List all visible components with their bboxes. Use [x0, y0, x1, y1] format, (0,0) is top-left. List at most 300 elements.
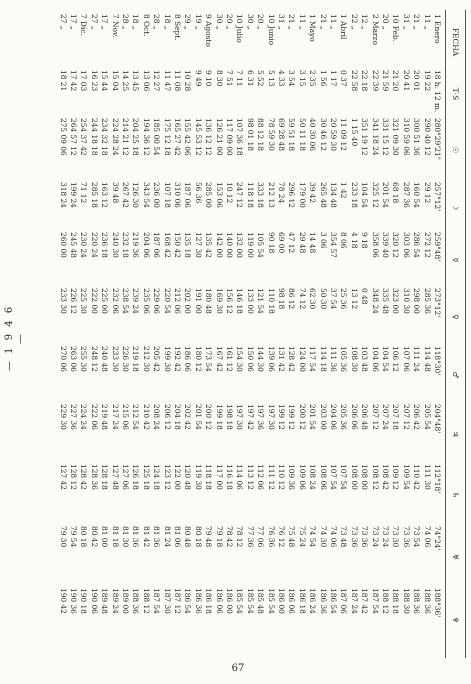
cell-mars: 108 30 — [349, 346, 359, 372]
header-top-rule — [465, 10, 466, 658]
cell-mercury: 358 06 — [370, 232, 380, 258]
cell-ts: 1 56 — [318, 70, 328, 87]
table-row — [110, 10, 120, 658]
cell-jupiter: 207 18 — [391, 404, 401, 430]
cell-ts: 19 22 — [422, 70, 432, 92]
cell-mars: 199 30 — [162, 346, 172, 372]
cell-jupiter: 224 24 — [79, 404, 89, 430]
cell-jupiter: 208 24 — [152, 404, 162, 430]
cell-mercury: 303 06 — [401, 232, 411, 258]
cell-moon: 39 42 — [308, 182, 318, 204]
cell-ts: 11 47 — [162, 70, 172, 92]
cell-jupiter: 206 48 — [360, 404, 370, 430]
cell-fecha: 27 „ — [89, 14, 99, 30]
cell-mars: 167 42 — [214, 346, 224, 372]
saturn-icon: ♄ — [451, 491, 460, 499]
table-row — [339, 10, 349, 658]
cell-jupiter: 212 54 — [131, 404, 141, 430]
cell-moon: 310 06 — [173, 182, 182, 208]
cell-moon: 1 42 — [339, 182, 349, 199]
cell-mars: 117 54 — [308, 346, 318, 372]
cell-jupiter: 207 12 — [370, 404, 380, 430]
cell-mars: 124 00 — [297, 346, 307, 372]
cell-saturn: 128 36 — [89, 464, 99, 490]
table-row — [58, 10, 68, 658]
cell-moon: 201 54 — [381, 182, 390, 208]
cell-venus: 238 54 — [121, 288, 130, 314]
cell-jupiter: 202 42 — [183, 404, 193, 430]
cell-venus: 86 12 — [287, 288, 297, 310]
page-title: — 1 9 4 6 — — [4, 304, 26, 372]
cell-fecha: 29 „ — [183, 14, 193, 30]
cell-saturn: 124 18 — [152, 464, 162, 490]
cell-venus: 191 00 — [193, 288, 203, 314]
cell-ts: 12 27 — [152, 70, 162, 92]
cell-jupiter: 199 18 — [214, 404, 224, 430]
cell-fecha: 11 „ — [422, 14, 432, 30]
cell-uranus: 74 54 — [308, 526, 318, 548]
cell-saturn: 109 36 — [287, 464, 297, 490]
cell-uranus: 77 06 — [256, 526, 266, 548]
header-bottom-rule — [445, 10, 446, 658]
cell-mars: 161 12 — [225, 346, 234, 372]
cell-sun: 300 51 36 — [412, 118, 422, 156]
cell-neptune: 186 36 — [318, 588, 328, 614]
cell-ts: 21 59 — [381, 70, 390, 92]
cell-saturn: 109 12 — [391, 464, 401, 490]
cell-uranus: 74 06 — [422, 526, 432, 548]
mercury-icon: ☿ — [451, 257, 460, 263]
cell-fecha: 11 „ — [297, 14, 307, 30]
cell-mercury: 339 40 — [381, 232, 390, 258]
table-row — [120, 10, 130, 658]
cell-sun: 224 28 24 — [110, 118, 120, 156]
cell-mars: 192 42 — [173, 346, 182, 372]
cell-fecha: 18 „ — [131, 14, 141, 30]
cell-uranus: 81 42 — [141, 526, 151, 548]
table-row — [422, 10, 432, 658]
cell-jupiter: 197 30 — [266, 404, 276, 430]
cell-mercury: 272 12 — [422, 232, 432, 258]
cell-mars: 186 06 — [183, 346, 193, 372]
cell-mercury: 105 54 — [256, 232, 266, 258]
col-header-ts: T·S — [451, 87, 460, 101]
neptune-icon: ♆ — [451, 616, 460, 624]
cell-ts: 14 25 — [121, 70, 130, 92]
cell-moon: 267 42 — [121, 182, 130, 208]
col-header-fecha: FECHA — [451, 27, 460, 57]
table-row — [214, 10, 224, 658]
cell-moon: 68 18 — [391, 182, 401, 204]
cell-ts: 17 42 — [69, 70, 78, 92]
cell-sun: 11 09 12 — [339, 118, 349, 151]
cell-uranus: 81 18 — [110, 526, 120, 548]
cell-mercury: 9 18 — [360, 232, 370, 249]
cell-mars: 180 12 — [193, 346, 203, 372]
cell-saturn: 112°18' — [433, 464, 442, 494]
cell-uranus: 81 36 — [131, 526, 141, 548]
cell-uranus: 79 30 — [58, 526, 68, 548]
table-row — [162, 10, 172, 658]
table-row — [380, 10, 390, 658]
cell-neptune: 187 24 — [349, 588, 359, 614]
cell-neptune: 189 00 — [121, 588, 130, 614]
table-row — [203, 10, 213, 658]
cell-mars: 205 42 — [152, 346, 162, 372]
cell-neptune: 190 36 — [69, 588, 78, 614]
cell-venus: 202 00 — [183, 288, 193, 314]
cell-mercury: 220 24 — [89, 232, 99, 258]
cell-venus: 156 12 — [225, 288, 234, 314]
cell-moon: 153 06 — [214, 182, 224, 208]
sun-icon: ☉ — [451, 146, 460, 154]
cell-venus: 133 00 — [245, 288, 255, 314]
cell-venus: 180 48 — [204, 288, 214, 314]
cell-neptune: 187 06 — [339, 588, 349, 614]
cell-saturn: 119 30 — [193, 464, 203, 490]
cell-mercury: 245 48 — [69, 232, 78, 258]
cell-saturn: 107 54 — [329, 464, 338, 490]
cell-moon: 56 36 — [193, 182, 203, 204]
cell-fecha: 21 „ — [287, 14, 297, 30]
cell-neptune: 188 12 — [381, 588, 390, 614]
cell-fecha: 28 „ — [152, 14, 162, 30]
cell-venus: 0 48 — [360, 288, 370, 305]
cell-moon: 285 00 — [204, 182, 214, 208]
cell-ts: 10 28 — [183, 70, 193, 92]
cell-sun: 310 59 06 — [401, 118, 411, 156]
cell-mars: 255 30 — [79, 346, 89, 372]
cell-saturn: 111 30 — [422, 464, 432, 490]
cell-mercury: 3 06 — [318, 232, 328, 249]
cell-mars: 263 06 — [69, 346, 78, 372]
cell-neptune: 188 36 — [131, 588, 141, 614]
cell-mercury: 142 00 — [214, 232, 224, 258]
cell-neptune: 186 54 — [329, 588, 338, 614]
cell-sun: 290 40 12 — [422, 118, 432, 156]
cell-moon: 126 30 — [131, 182, 141, 208]
cell-ts: 3 15 — [297, 70, 307, 87]
cell-sun: 50 11 18 — [297, 118, 307, 151]
table-row — [349, 10, 359, 658]
cell-neptune: 186 00 — [277, 588, 286, 614]
cell-saturn: 128 12 — [69, 464, 78, 490]
cell-fecha: 31 „ — [401, 14, 411, 30]
cell-saturn: 120 48 — [183, 464, 193, 490]
cell-uranus: 79 18 — [214, 526, 224, 548]
cell-venus: 50 30 — [318, 288, 328, 310]
cell-venus: 222 00 — [89, 288, 99, 314]
cell-mars: 104 54 — [381, 346, 390, 372]
cell-venus: 233 30 — [58, 288, 68, 314]
cell-saturn: 125 18 — [141, 464, 151, 490]
cell-fecha: 28 „ — [121, 14, 130, 30]
table-row — [276, 10, 286, 658]
cell-venus: 310 30 — [401, 288, 411, 314]
cell-mars: 114 18 — [318, 346, 328, 372]
cell-neptune: 186 18 — [297, 588, 307, 614]
cell-venus: 25 36 — [339, 288, 349, 310]
cell-neptune: 186 18 — [204, 588, 214, 614]
cell-neptune: 186 00 — [225, 588, 234, 614]
moon-icon: ☽ — [451, 203, 460, 211]
cell-saturn: 108 00 — [349, 464, 359, 490]
cell-uranus: 81 30 — [121, 526, 130, 548]
cell-neptune: 187 42 — [360, 588, 370, 614]
cell-fecha: 21 „ — [412, 14, 422, 30]
cell-ts: 20 01 — [412, 70, 422, 92]
cell-jupiter: 199 12 — [287, 404, 297, 430]
cell-jupiter: 203 00 — [318, 404, 328, 430]
cell-saturn: 114 06 — [235, 464, 245, 490]
table-row — [68, 10, 78, 658]
cell-uranus: 81 36 — [152, 526, 162, 548]
cell-jupiter: 210 42 — [141, 404, 151, 430]
cell-jupiter: 219 48 — [100, 404, 110, 430]
page-number: 67 — [231, 663, 245, 674]
cell-uranus: 80 42 — [89, 526, 99, 548]
cell-moon: 343 54 — [141, 182, 151, 208]
ephemeris-table-area — [40, 10, 466, 658]
cell-moon: 285 18 — [89, 182, 99, 208]
cell-sun: 280°29'21" — [433, 118, 442, 161]
cell-jupiter: 207 24 — [381, 404, 390, 430]
cell-neptune: 189 48 — [100, 588, 110, 614]
cell-neptune: 190 06 — [89, 588, 99, 614]
cell-sun: 321 09 30 — [391, 118, 401, 156]
cell-fecha: 7 Nov. — [110, 14, 120, 38]
cell-ts: 1 17 — [329, 70, 338, 87]
cell-moon: 233 18 — [349, 182, 359, 208]
cell-neptune: 188 36 — [422, 588, 432, 614]
table-row — [141, 10, 151, 658]
cell-ts: 5 52 — [256, 70, 266, 87]
cell-mercury: 219 36 — [131, 232, 141, 258]
cell-neptune: 187 54 — [370, 588, 380, 614]
cell-ts: 7 11 — [235, 70, 245, 87]
cell-jupiter: 204°48' — [433, 404, 442, 434]
cell-mercury: 90 18 — [266, 232, 276, 254]
cell-neptune: 188 18 — [391, 588, 401, 614]
cell-moon: 287 36 — [401, 182, 411, 208]
cell-uranus: 73 48 — [339, 526, 349, 548]
cell-ts: 22 18 — [360, 70, 370, 92]
cell-venus: 98 18 — [277, 288, 286, 310]
cell-uranus: 73 36 — [360, 526, 370, 548]
cell-fecha: 10 Feb. — [391, 14, 401, 42]
cell-moon: 39 48 — [110, 182, 120, 204]
cell-venus: 146 18 — [235, 288, 245, 314]
cell-fecha: 17 „ — [69, 14, 78, 30]
cell-ts: 5 13 — [266, 70, 276, 87]
cell-neptune: 188 12 — [141, 588, 151, 614]
cell-sun: 59 51 18 — [287, 118, 297, 151]
cell-ts: 3 54 — [287, 70, 297, 87]
cell-uranus: 75 24 — [297, 526, 307, 548]
cell-mars: 233 30 — [110, 346, 120, 372]
cell-venus: 298 00 — [412, 288, 422, 314]
table-row — [297, 10, 307, 658]
cell-venus: 225 30 — [79, 288, 89, 314]
cell-mars: 212 30 — [141, 346, 151, 372]
cell-uranus: 73 36 — [401, 526, 411, 548]
cell-uranus: 78 12 — [235, 526, 245, 548]
cell-jupiter: 205 54 — [422, 404, 432, 430]
cell-venus: 273°12' — [433, 288, 442, 318]
cell-ts: 8 30 — [214, 70, 224, 87]
cell-venus: 212 06 — [173, 288, 182, 314]
cell-venus: 225 00 — [100, 288, 110, 314]
ephemeris-table — [40, 10, 466, 658]
cell-sun: 1 15 40 — [349, 118, 359, 147]
cell-mars: 105 36 — [339, 346, 349, 372]
cell-neptune: 187 30 — [162, 588, 172, 614]
cell-jupiter: 204 06 — [329, 404, 338, 430]
cell-saturn: 127 06 — [121, 464, 130, 490]
cell-uranus: 78 42 — [225, 526, 234, 548]
cell-neptune: 185 54 — [235, 588, 245, 614]
cell-fecha: 21 „ — [318, 14, 328, 30]
cell-saturn: 122 00 — [173, 464, 182, 490]
cell-uranus: 76 12 — [277, 526, 286, 548]
cell-jupiter: 227 36 — [69, 404, 78, 430]
cell-uranus: 79 54 — [69, 526, 78, 548]
cell-mars: 131 42 — [277, 346, 286, 372]
cell-moon: 296 12 — [287, 182, 297, 208]
cell-jupiter: 206 06 — [349, 404, 359, 430]
cell-uranus: 74 06 — [329, 526, 338, 548]
cell-ts: 21 20 — [391, 70, 401, 92]
cell-moon: 107 18 — [162, 182, 172, 208]
cell-fecha: 1 Abril — [339, 14, 349, 40]
cell-moon: 212 13 — [266, 182, 276, 208]
jupiter-icon: ♃ — [451, 430, 460, 438]
table-row — [131, 10, 141, 658]
table-row — [307, 10, 317, 658]
table-row — [245, 10, 255, 658]
cell-jupiter: 204 18 — [173, 404, 182, 430]
cell-jupiter: 229 30 — [58, 404, 68, 430]
cell-fecha: 10 Junio — [266, 14, 276, 46]
cell-sun: 136 12 12 — [204, 118, 214, 156]
cell-sun: 117 09 00 — [225, 118, 234, 156]
cell-venus: 169 30 — [214, 288, 224, 314]
cell-sun: 254 37 42 — [79, 118, 89, 156]
cell-sun: 234 32 18 — [100, 118, 110, 156]
cell-ts: 4 33 — [277, 70, 286, 87]
table-row — [266, 10, 276, 658]
cell-neptune: 186 06 — [287, 588, 297, 614]
cell-mars: 270 06 — [58, 346, 68, 372]
cell-mars: 106 12 — [391, 346, 401, 372]
cell-sun: 175 12 18 — [162, 118, 172, 156]
cell-saturn: 110 12 — [277, 464, 286, 490]
cell-fecha: 17 „ — [100, 14, 110, 30]
cell-ts: 9 10 — [204, 70, 214, 87]
cell-mars: 111 24 — [412, 346, 422, 372]
cell-jupiter: 206 12 — [162, 404, 172, 430]
cell-neptune: 190 42 — [58, 588, 68, 614]
cell-uranus: 80 18 — [193, 526, 203, 548]
cell-ts: 17 03 — [79, 70, 89, 92]
cell-venus: 74 12 — [297, 288, 307, 310]
cell-venus: 335 48 — [381, 288, 390, 314]
table-row — [401, 10, 411, 658]
cell-saturn: 108 06 — [318, 464, 328, 490]
cell-saturn: 108 42 — [381, 464, 390, 490]
cell-mars: 104 06 — [370, 346, 380, 372]
cell-sun: 214 21 12 — [121, 118, 130, 156]
cell-sun: 88 12 18 — [256, 118, 266, 151]
cell-uranus: 76 36 — [266, 526, 276, 548]
cell-ts: 22 58 — [349, 70, 359, 92]
cell-moon: 247 12 — [235, 182, 245, 208]
cell-sun: 69 28 48 — [277, 118, 286, 151]
cell-venus: 37 54 — [329, 288, 338, 310]
cell-uranus: 75 48 — [287, 526, 297, 548]
cell-saturn: 107 54 — [339, 464, 349, 490]
cell-mercury: 132 00 — [235, 232, 245, 258]
cell-fecha: 22 „ — [349, 14, 359, 30]
cell-uranus: 73 24 — [370, 526, 380, 548]
table-row — [370, 10, 380, 658]
cell-fecha: 18 „ — [162, 14, 172, 30]
cell-ts: 11 08 — [173, 70, 182, 92]
cell-ts: 16 23 — [89, 70, 99, 92]
cell-mars: 111 36 — [329, 346, 338, 372]
cell-moon: 10 12 — [225, 182, 234, 204]
cell-venus: 285 36 — [422, 288, 432, 314]
cell-mercury: 320 12 — [391, 232, 401, 258]
cell-neptune: 185 48 — [256, 588, 266, 614]
cell-moon: 29 12 — [422, 182, 432, 204]
cell-uranus: 74°24' — [433, 526, 442, 551]
cell-venus: 323 00 — [391, 288, 401, 314]
cell-sun: 341 18 24 — [370, 118, 380, 156]
cell-ts: 18 21 — [58, 70, 68, 92]
cell-venus: 226 12 — [69, 288, 78, 314]
cell-mars: 150 06 — [245, 346, 255, 372]
cell-neptune: 185 54 — [245, 588, 255, 614]
cell-sun: 331 15 12 — [381, 118, 390, 156]
cell-ts: 18 h. 12 m. — [433, 70, 442, 113]
cell-saturn: 118 18 — [204, 464, 214, 490]
cell-fecha: 1 Enero — [433, 14, 442, 44]
cell-neptune: 190 18 — [79, 588, 89, 614]
cell-ts: 13 06 — [141, 70, 151, 92]
cell-saturn: 127 48 — [110, 464, 120, 490]
cell-mars: 173 54 — [204, 346, 214, 372]
cell-sun: 185 00 54 — [152, 118, 162, 156]
cell-fecha: 8 Sept. — [173, 14, 182, 41]
cell-mercury: 240 30 — [110, 232, 120, 258]
cell-neptune: 189 24 — [110, 588, 120, 614]
cell-neptune: 188 30 — [401, 588, 411, 614]
table-row — [99, 10, 109, 658]
cell-sun: 165 27 42 — [173, 118, 182, 156]
cell-neptune: 188°36' — [433, 588, 442, 618]
cell-saturn: 109 06 — [297, 464, 307, 490]
cell-moon: 199 24 — [69, 182, 78, 208]
cell-moon: 160 54 — [412, 182, 422, 208]
cell-ts: 7 51 — [225, 70, 234, 87]
cell-uranus: 80 48 — [183, 526, 193, 548]
cell-moon: 134 48 — [329, 182, 338, 208]
cell-uranus: 73 30 — [391, 526, 401, 548]
cell-uranus: 81 24 — [162, 526, 172, 548]
mars-icon: ♂ — [451, 371, 460, 379]
cell-uranus: 73 24 — [381, 526, 390, 548]
